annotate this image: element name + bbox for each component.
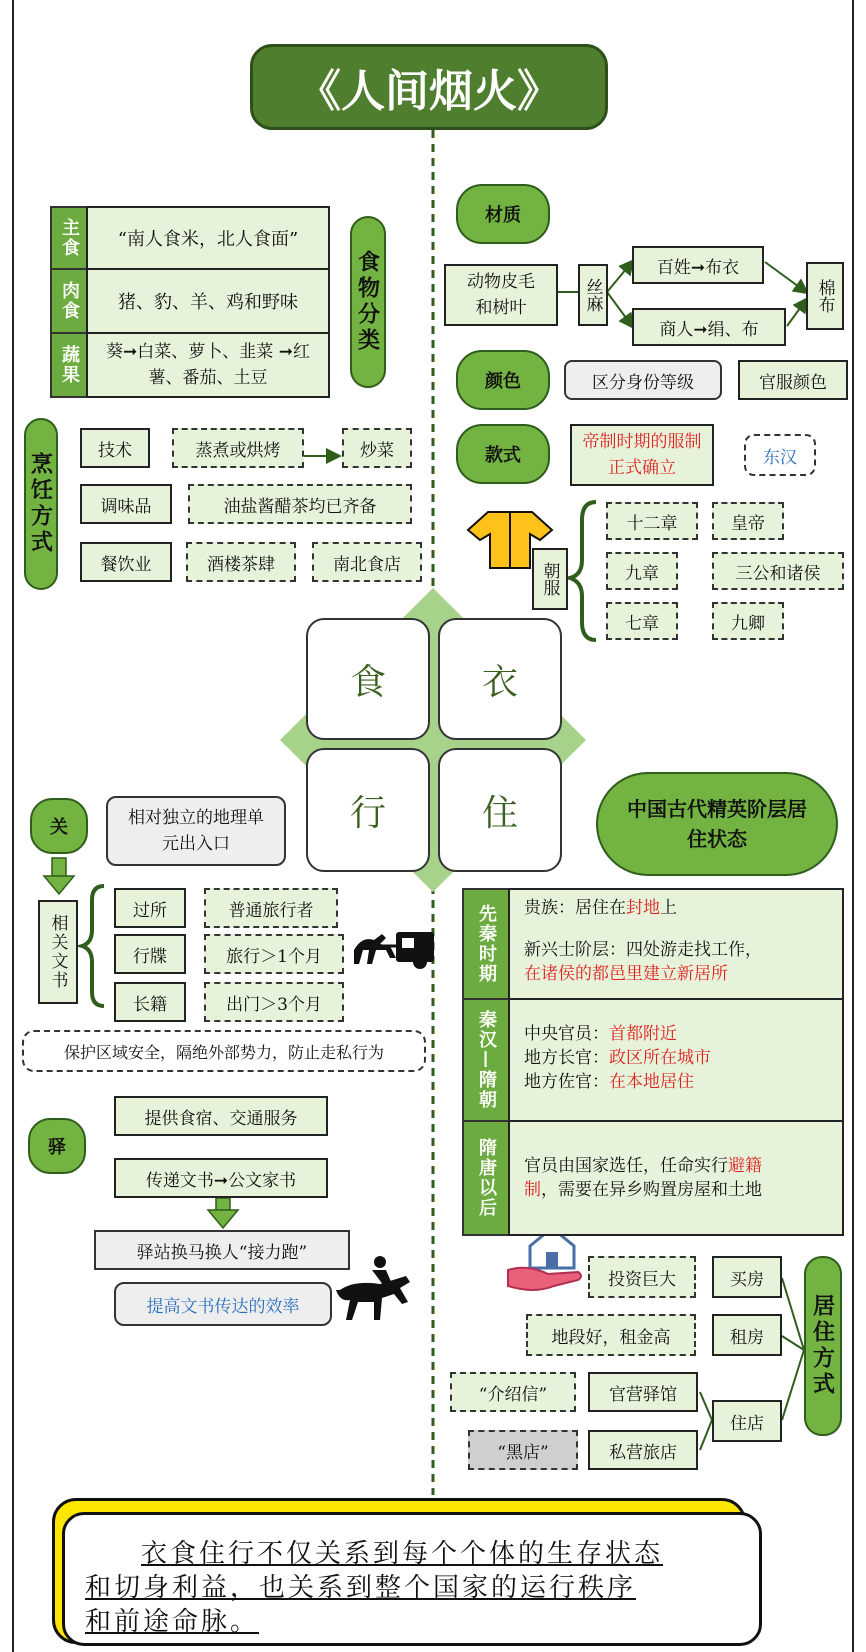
period-line: 在诸侯的都邑里建立新居所 <box>524 964 728 984</box>
travel-docs: 相关文书 <box>38 900 78 1004</box>
food-row-text: 葵➞白菜、萝卜、韭菜 ➞红薯、番茄、土豆 <box>86 332 330 398</box>
link-inn-official <box>700 1392 712 1420</box>
food-row-text: 猪、豹、羊、鸡和野味 <box>86 268 330 334</box>
period-spacer <box>510 920 842 938</box>
travel-yi-service: 提供食宿、交通服务 <box>114 1096 328 1136</box>
cooking-tech-old: 蒸煮或烘烤 <box>172 428 304 468</box>
clothing-silk-hemp: 丝麻 <box>578 264 608 326</box>
link-common-cotton <box>765 262 806 292</box>
housing-inn: 住店 <box>712 1400 782 1442</box>
tile-yi: 衣 <box>438 618 562 740</box>
page-title: 《人间烟火》 <box>250 44 608 130</box>
food-row-label: 主食 <box>50 206 88 270</box>
clothing-style: 款式 <box>456 424 550 484</box>
court-brace <box>570 502 596 640</box>
clothing-color-b: 官服颜色 <box>738 360 848 400</box>
link-merchant-cotton <box>787 300 806 326</box>
tile-shi: 食 <box>306 618 430 740</box>
clothing-common: 百姓➞布衣 <box>632 246 764 284</box>
travel-effect: 提高文书传达的效率 <box>114 1282 332 1326</box>
carriage-icon <box>354 932 434 969</box>
period-label: 秦汉—隋朝 <box>462 998 510 1122</box>
travel-yi-docs: 传递文书➞公文家书 <box>114 1158 328 1198</box>
period-label: 隋唐以后 <box>462 1120 510 1236</box>
housing-official-inn: 官营驿馆 <box>588 1372 698 1412</box>
house-hand-icon <box>508 1228 581 1290</box>
travel-yi: 驿 <box>28 1118 86 1174</box>
clothing-material: 材质 <box>456 184 550 244</box>
link-mode-inn <box>782 1350 804 1420</box>
doc-desc: 普通旅行者 <box>204 888 338 928</box>
food-row-label: 肉食 <box>50 268 88 334</box>
clothing-material-src: 动物皮毛和树叶 <box>444 264 558 326</box>
housing-letter: “介绍信” <box>450 1372 576 1412</box>
clothing-dynasty: 东汉 <box>744 434 816 476</box>
food-row-label: 蔬果 <box>50 332 88 398</box>
cooking-catering: 餐饮业 <box>80 542 172 582</box>
clothing-style-text: 帝制时期的服制正式确立 <box>570 424 714 486</box>
tile-xing: 行 <box>306 748 430 872</box>
cooking-catering-b: 南北食店 <box>312 542 422 582</box>
doc-name: 过所 <box>114 888 186 928</box>
conclusion-line: 衣食住行不仅关系到每个个体的生存状态 <box>141 1539 664 1569</box>
doc-desc: 出门＞3个月 <box>204 982 344 1022</box>
food-category-label: 食物分类 <box>350 216 386 388</box>
conclusion-bubble <box>62 1512 762 1646</box>
housing-black-inn: “黑店” <box>468 1430 578 1470</box>
court-rank: 十二章 <box>606 502 698 540</box>
doc-name: 行牒 <box>114 934 186 974</box>
clothing-color: 颜色 <box>456 350 550 410</box>
docs-brace <box>82 886 104 1006</box>
clothing-cotton: 棉布 <box>806 262 844 330</box>
travel-guan: 关 <box>30 798 88 854</box>
cooking-catering-a: 酒楼茶肆 <box>186 542 296 582</box>
court-rank-who: 三公和诸侯 <box>712 552 844 590</box>
clothing-court: 朝服 <box>532 548 568 610</box>
housing-rent: 租房 <box>712 1314 782 1356</box>
period-label: 先秦时期 <box>462 888 510 1000</box>
housing-heading: 中国古代精英阶层居住状态 <box>596 772 838 876</box>
doc-name: 长籍 <box>114 982 186 1022</box>
cooking-seasoning-text: 油盐酱醋茶均已齐备 <box>188 484 412 524</box>
conclusion-line: 和前途命脉。 <box>85 1607 260 1637</box>
housing-buy-desc: 投资巨大 <box>588 1256 696 1298</box>
conclusion-line: 和切身利益，也关系到整个国家的运行秩序 <box>85 1573 637 1603</box>
period-line: 官员由国家选任，任命实行避籍 <box>524 1156 762 1176</box>
period-line: 地方长官：政区所在城市 <box>524 1048 711 1068</box>
clothing-merchant: 商人➞绢、布 <box>632 308 786 346</box>
link-silk-common <box>607 262 632 292</box>
period-line: 新兴士阶层：四处游走找工作， <box>524 940 762 960</box>
court-rank: 九章 <box>606 552 678 590</box>
clothing-color-a: 区分身份等级 <box>564 360 722 400</box>
period-line: 中央官员：首都附近 <box>524 1024 677 1044</box>
relay-arrow-head <box>208 1210 238 1228</box>
housing-rent-desc: 地段好，租金高 <box>526 1314 696 1356</box>
housing-mode-label: 居住方式 <box>804 1256 842 1436</box>
food-row-text: “南人食米，北人食面” <box>86 206 330 270</box>
period-text <box>508 1120 844 1236</box>
link-silk-merchant <box>607 292 632 326</box>
travel-guan-desc: 相对独立的地理单元出入口 <box>106 796 286 866</box>
travel-relay: 驿站换马换人“接力跑” <box>94 1230 350 1270</box>
housing-buy: 买房 <box>712 1256 782 1298</box>
period-text <box>508 888 844 1000</box>
court-rank-who: 九卿 <box>712 602 784 640</box>
cooking-tech: 技术 <box>80 428 150 468</box>
period-text <box>508 998 844 1122</box>
court-rank-who: 皇帝 <box>712 502 784 540</box>
guan-arrow-shaft <box>52 858 66 878</box>
tile-zhu: 住 <box>438 748 562 872</box>
cooking-tech-new: 炒菜 <box>342 428 412 468</box>
doc-desc: 旅行＞1个月 <box>204 934 344 974</box>
cooking-seasoning: 调味品 <box>80 484 172 524</box>
period-line: 地方佐官：在本地居住 <box>524 1072 694 1092</box>
housing-private-inn: 私营旅店 <box>588 1430 698 1470</box>
cooking-label: 烹饪方式 <box>24 418 58 590</box>
period-line: 制，需要在异乡购置房屋和土地 <box>524 1180 762 1200</box>
travel-purpose: 保护区域安全，隔绝外部势力，防止走私行为 <box>22 1030 426 1072</box>
guan-arrow-head <box>44 876 74 894</box>
link-inn-private <box>700 1420 712 1450</box>
period-line: 贵族：居住在封地上 <box>524 898 677 918</box>
court-rank: 七章 <box>606 602 678 640</box>
